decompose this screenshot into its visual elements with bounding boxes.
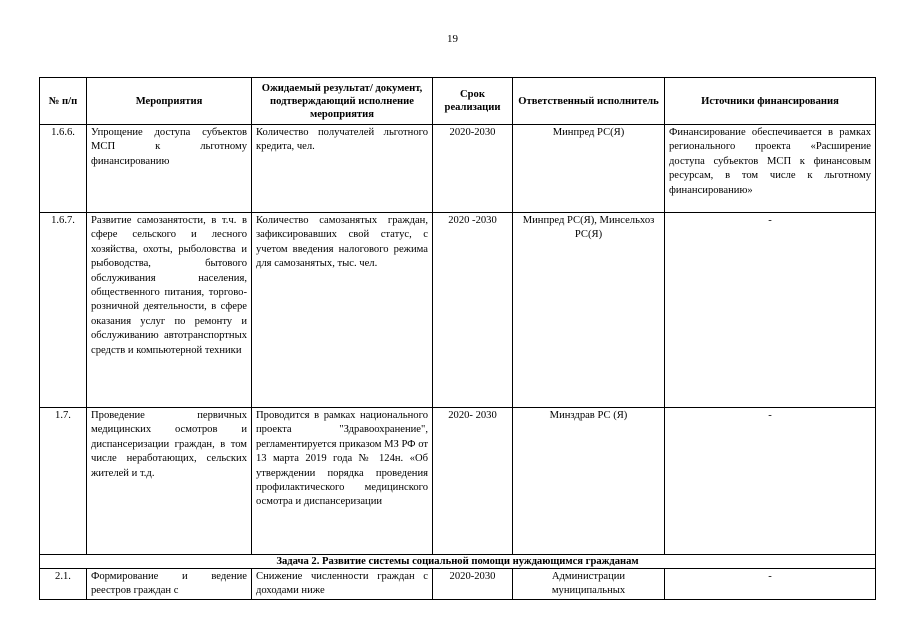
row-result: Снижение численности граждан с доходами ниже: [252, 569, 433, 600]
table-header-row: [40, 78, 876, 125]
row-term: 2020-2030: [433, 569, 513, 600]
row-funding: -: [665, 213, 876, 408]
header-term: Срок реализации: [433, 78, 513, 125]
row-funding: Финансирование обеспечивается в рамках регионального проекта «Расширение доступа субъектов МСП к финансовым ресурсам, в том числе к льготному финансированию»: [665, 125, 876, 213]
row-executor: Администрации муниципальных: [513, 569, 665, 600]
header-result: Ожидаемый результат/ документ, подтверждающий исполнение мероприятия: [252, 78, 433, 125]
header-funding: Источники финансирования: [665, 78, 876, 125]
row-number: 1.6.6.: [40, 125, 87, 213]
header-num: № п/п: [40, 78, 87, 125]
row-activity: Формирование и ведение реестров граждан с: [87, 569, 252, 600]
table-row: [40, 213, 876, 408]
row-executor: Минздрав РС (Я): [513, 408, 665, 555]
page-number: 19: [447, 33, 458, 45]
row-result: Количество самозанятых граждан, зафиксировавших свой статус, с учетом введения налогового режима для самозанятых, тыс. чел.: [252, 213, 433, 408]
header-executor: Ответственный исполнитель: [513, 78, 665, 125]
measures-table: [39, 77, 876, 600]
row-activity: Упрощение доступа субъектов МСП к льготному финансированию: [87, 125, 252, 213]
task-heading: Задача 2. Развитие системы социальной помощи нуждающимся гражданам: [40, 555, 876, 569]
row-funding: -: [665, 569, 876, 600]
table-row: [40, 408, 876, 555]
task-heading-row: [40, 555, 876, 569]
row-activity: Проведение первичных медицинских осмотров и диспансеризации граждан, в том числе неработающих, сельских жителей и т.д.: [87, 408, 252, 555]
row-result: Проводится в рамках национального проекта "Здравоохранение", регламентируется приказом МЗ РФ от 13 марта 2019 года № 124н. «Об утверждении порядка проведения профилактического медицинского осмотра и диспансеризации: [252, 408, 433, 555]
table-row: [40, 125, 876, 213]
row-term: 2020 -2030: [433, 213, 513, 408]
header-activity: Мероприятия: [87, 78, 252, 125]
row-term: 2020- 2030: [433, 408, 513, 555]
row-number: 2.1.: [40, 569, 87, 600]
row-funding: -: [665, 408, 876, 555]
row-executor: Минпред РС(Я): [513, 125, 665, 213]
row-result: Количество получателей льготного кредита, чел.: [252, 125, 433, 213]
row-activity: Развитие самозанятости, в т.ч. в сфере сельского и лесного хозяйства, охоты, рыболовства и рыбоводства, бытового обслуживания населения, общественного питания, торгово-розничной деятельности, в сфере оказания услуг по ремонту и обслуживанию автотранспортных средств и компьютерной техники: [87, 213, 252, 408]
row-term: 2020-2030: [433, 125, 513, 213]
table-row: [40, 569, 876, 600]
row-executor: Минпред РС(Я), Минсельхоз РС(Я): [513, 213, 665, 408]
row-number: 1.6.7.: [40, 213, 87, 408]
row-number: 1.7.: [40, 408, 87, 555]
